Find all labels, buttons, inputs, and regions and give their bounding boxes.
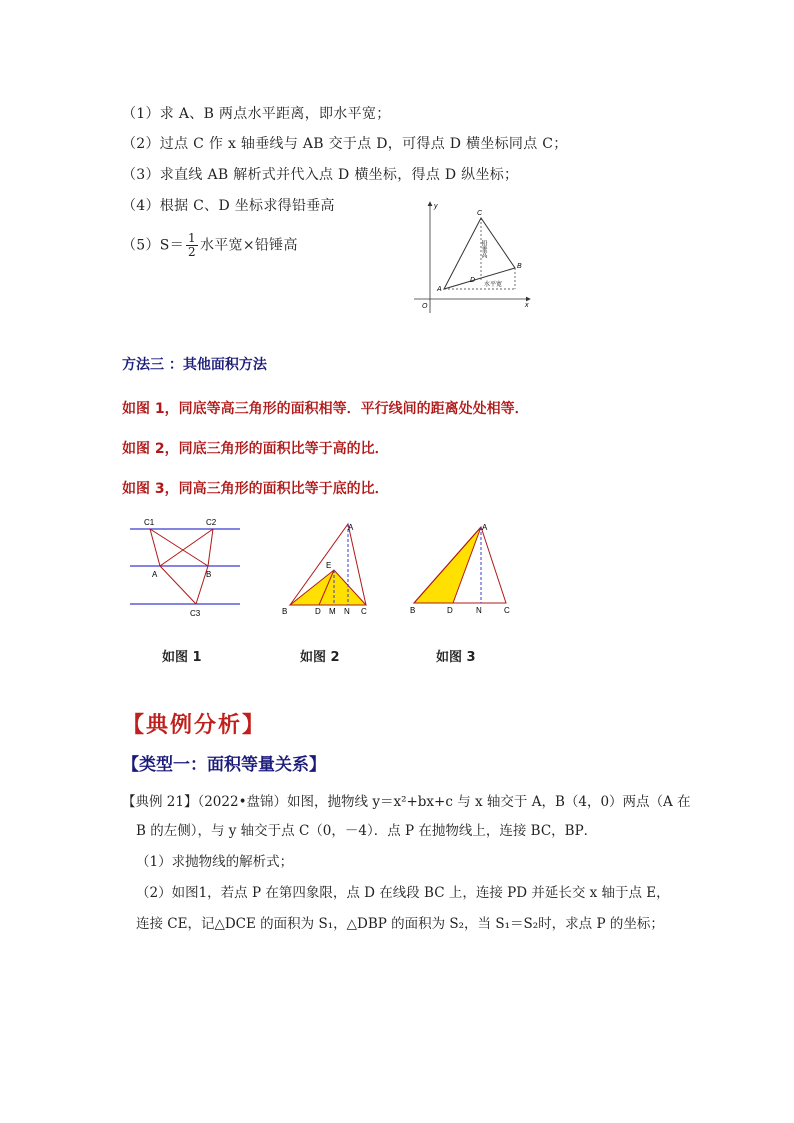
- problem-line-3: （1）求抛物线的解析式；: [136, 854, 294, 870]
- point-e-label: E: [326, 561, 332, 570]
- method-title: 方法三 ：其他面积方法: [122, 357, 267, 373]
- point-c-label: C: [361, 607, 367, 616]
- point-c-label: C: [504, 606, 510, 615]
- one-half-fraction: [186, 232, 198, 259]
- point-a-label: A: [348, 523, 354, 532]
- figure-1-caption: 如图 1: [162, 650, 202, 665]
- segment-a-c3: [160, 566, 196, 604]
- point-d-label: D: [447, 606, 453, 615]
- vertical-height-label: 铅垂高: [480, 240, 486, 258]
- problem-line-2: B 的左侧），与 y 轴交于点 C（0，－4）．点 P 在抛物线上，连接 BC，BP．: [136, 823, 598, 839]
- rule-1: 如图 1，同底等高三角形的面积相等．平行线间的距离处处相等．: [122, 401, 529, 417]
- step-2: （2）过点 C 作 x 轴垂线与 AB 交于点 D，可得点 D 横坐标同点 C；: [122, 136, 568, 152]
- step-3: （3）求直线 AB 解析式并代入点 D 横坐标，得点 D 纵坐标；: [122, 167, 519, 183]
- segment-c2-a: [160, 529, 213, 566]
- triangle-ebc: [290, 570, 366, 605]
- problem-line-4: （2）如图1，若点 P 在第四象限，点 D 在线段 BC 上，连接 PD 并延长交 x 轴于点 E，: [136, 885, 670, 901]
- figure-1: [128, 515, 244, 621]
- point-d-label: D: [470, 277, 476, 284]
- point-c2-label: C2: [206, 518, 217, 527]
- figure-2: [278, 518, 378, 620]
- rule-2: 如图 2，同底三角形的面积比等于高的比．: [122, 441, 389, 457]
- x-axis-label: x: [525, 302, 529, 309]
- fraction-denominator: 2: [188, 245, 196, 259]
- lead-hammer-figure: [410, 196, 534, 316]
- point-m-label: M: [329, 607, 336, 616]
- point-n-label: N: [476, 606, 482, 615]
- point-b-label: B: [206, 570, 212, 579]
- point-c1-label: C1: [144, 518, 155, 527]
- origin-label: O: [422, 303, 428, 310]
- step-5-prefix: （5）S＝: [122, 237, 184, 254]
- point-a-label: A: [482, 523, 488, 532]
- figure-3-caption: 如图 3: [436, 650, 476, 665]
- point-c3-label: C3: [190, 609, 201, 618]
- point-b-label: B: [282, 607, 288, 616]
- point-b-label: B: [410, 606, 416, 615]
- rule-3: 如图 3，同高三角形的面积比等于底的比．: [122, 481, 389, 497]
- type-title: 【类型一：面积等量关系】: [122, 755, 326, 775]
- figure-3: [406, 518, 518, 618]
- segment-c2-b: [208, 529, 213, 566]
- horizontal-width-label: 水平宽: [484, 282, 503, 288]
- step-5-suffix: 水平宽×铅锤高: [199, 237, 298, 254]
- step-4: （4）根据 C、D 坐标求得铅垂高: [122, 198, 335, 214]
- step-1: （1）求 A、B 两点水平距离，即水平宽；: [122, 106, 391, 122]
- section-title: 【典例分析】: [122, 712, 267, 738]
- point-d-label: D: [315, 607, 321, 616]
- point-n-label: N: [344, 607, 350, 616]
- figure-2-caption: 如图 2: [300, 650, 340, 665]
- problem-line-1: 【典例 21】（2022•盘锦）如图，抛物线 y＝x²+bx+c 与 x 轴交于 A，B（4，0）两点（A 在: [122, 794, 691, 810]
- point-a-label: A: [152, 570, 158, 579]
- fraction-numerator: 1: [188, 231, 196, 245]
- point-c-label: C: [477, 210, 483, 217]
- problem-line-5: 连接 CE，记△DCE 的面积为 S₁，△DBP 的面积为 S₂，当 S₁＝S₂时，求点 P 的坐标；: [136, 916, 664, 932]
- point-a-label: A: [437, 286, 442, 293]
- point-b-label: B: [517, 263, 522, 270]
- step-5: [122, 232, 298, 259]
- y-axis-label: y: [434, 203, 438, 210]
